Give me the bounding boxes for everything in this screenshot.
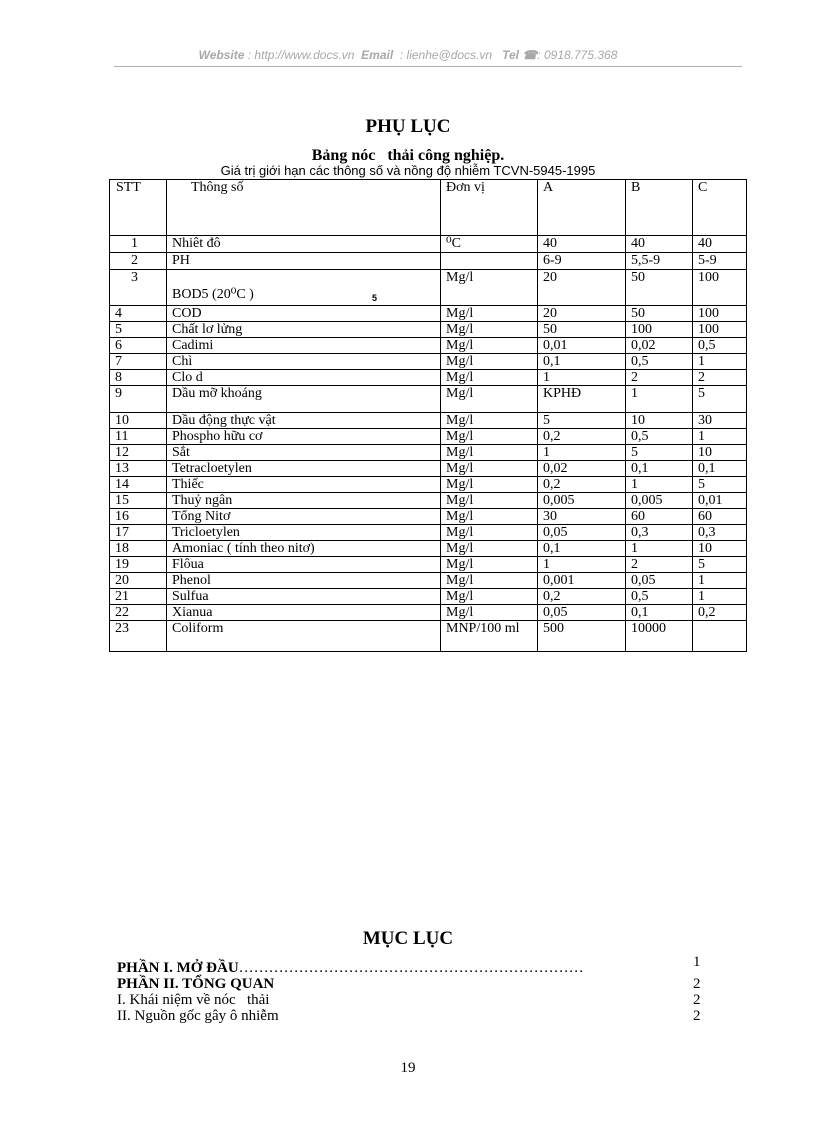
toc-entry-page: 2: [693, 976, 701, 992]
value-a-cell: 1: [538, 370, 626, 386]
toc-leader-dots: ……………………………………………………………: [238, 960, 584, 976]
value-c-cell: 100: [693, 322, 747, 338]
table-subtitle: Giá trị giới hạn các thông số và nồng độ nhiễm TCVN-5945-1995: [220, 163, 596, 178]
stt-cell: 10: [110, 413, 167, 429]
value-b-cell: 10: [626, 413, 693, 429]
value-c-cell: 0,1: [693, 461, 747, 477]
unit-cell: Mg/l: [441, 557, 538, 573]
value-b-cell: 100: [626, 322, 693, 338]
stt-cell: 4: [110, 306, 167, 322]
unit-cell: Mg/l: [441, 605, 538, 621]
toc-entry[interactable]: [117, 976, 707, 992]
table-row: [110, 621, 747, 652]
stt-cell: 20: [110, 573, 167, 589]
parameter-cell: Thuỷ ngân: [167, 493, 441, 509]
table-row: [110, 370, 747, 386]
parameter-cell: Phospho hữu cơ: [167, 429, 441, 445]
value-a-cell: 0,2: [538, 477, 626, 493]
table-row: [110, 445, 747, 461]
value-a-cell: 1: [538, 445, 626, 461]
unit-cell: Mg/l: [441, 541, 538, 557]
parameter-cell: PH: [167, 253, 441, 270]
toc-entry-text: II. Nguồn gốc gây ô nhiễm: [117, 1008, 279, 1024]
table-row: [110, 236, 747, 253]
value-c-cell: 0,01: [693, 493, 747, 509]
stt-cell: 7: [110, 354, 167, 370]
value-b-cell: 0,05: [626, 573, 693, 589]
unit-cell: Mg/l: [441, 322, 538, 338]
email-label: Email: [361, 48, 394, 62]
value-b-cell: 10000: [626, 621, 693, 652]
value-a-cell: 0,001: [538, 573, 626, 589]
stt-cell: 23: [110, 621, 167, 652]
toc-entry-page: 2: [693, 992, 701, 1008]
table-row: [110, 306, 747, 322]
stt-cell: 15: [110, 493, 167, 509]
table-row: [110, 573, 747, 589]
header-rule: [114, 66, 742, 67]
value-a-cell: 0,02: [538, 461, 626, 477]
value-c-cell: 1: [693, 429, 747, 445]
toc-entry-text: PHẦN II. TỔNG QUAN: [117, 976, 275, 992]
value-b-cell: 50: [626, 306, 693, 322]
table-row: [110, 338, 747, 354]
parameter-cell: Clo d: [167, 370, 441, 386]
value-a-cell: 6-9: [538, 253, 626, 270]
parameter-cell: Chất lơ lửng: [167, 322, 441, 338]
unit-cell: [441, 253, 538, 270]
table-row: [110, 270, 747, 306]
value-a-cell: 30: [538, 509, 626, 525]
stt-cell: 9: [110, 386, 167, 413]
parameter-cell: Tổng Nitơ: [167, 509, 441, 525]
value-b-cell: 50: [626, 270, 693, 306]
table-row: [110, 253, 747, 270]
unit-cell: Mg/l: [441, 509, 538, 525]
table-row: [110, 589, 747, 605]
value-a-cell: 20: [538, 270, 626, 306]
unit-cell: Mg/l: [441, 338, 538, 354]
value-c-cell: 1: [693, 354, 747, 370]
parameter-cell: Tetracloetylen: [167, 461, 441, 477]
toc-title: MỤC LỤC: [362, 928, 454, 949]
tel-value: : 0918.775.368: [537, 48, 618, 62]
unit-cell: Mg/l: [441, 525, 538, 541]
toc-entry-page: 2: [693, 1008, 701, 1024]
website-label: Website: [198, 48, 245, 62]
value-c-cell: 5: [693, 557, 747, 573]
value-c-cell: 100: [693, 270, 747, 306]
parameter-cell: Phenol: [167, 573, 441, 589]
value-a-cell: 20: [538, 306, 626, 322]
toc-entry-label: [117, 960, 584, 976]
value-b-cell: 0,005: [626, 493, 693, 509]
header-a: A: [538, 180, 626, 236]
header-parameter: Thông số: [167, 180, 441, 236]
stt-cell: 6: [110, 338, 167, 354]
value-a-cell: 0,2: [538, 589, 626, 605]
unit-cell: Mg/l: [441, 493, 538, 509]
header-stt: STT: [110, 180, 167, 236]
value-b-cell: 40: [626, 236, 693, 253]
table-header-row: [110, 180, 747, 236]
table-row: [110, 477, 747, 493]
value-c-cell: 0,3: [693, 525, 747, 541]
table-row: [110, 461, 747, 477]
page-header: [0, 48, 816, 62]
value-c-cell: 5: [693, 386, 747, 413]
page-title: PHỤ LỤC: [365, 116, 451, 137]
value-b-cell: 60: [626, 509, 693, 525]
toc-entry[interactable]: [117, 992, 707, 1008]
value-b-cell: 5,5-9: [626, 253, 693, 270]
value-c-cell: 5: [693, 477, 747, 493]
parameter-cell: Dầu động thực vật: [167, 413, 441, 429]
stt-cell: 18: [110, 541, 167, 557]
stt-cell: 3: [110, 270, 167, 306]
parameter-cell: COD: [167, 306, 441, 322]
toc-entry-label: [117, 992, 269, 1008]
header-c: C: [693, 180, 747, 236]
table-row: [110, 541, 747, 557]
unit-cell: Mg/l: [441, 413, 538, 429]
value-a-cell: 50: [538, 322, 626, 338]
parameter-label: BOD5 (20⁰C ): [172, 287, 254, 302]
value-a-cell: 0,05: [538, 605, 626, 621]
toc-entry[interactable]: [117, 1008, 707, 1024]
table-row: [110, 413, 747, 429]
table-of-contents: [117, 954, 707, 1024]
email-value: : lienhe@docs.vn: [399, 48, 493, 62]
value-a-cell: KPHĐ: [538, 386, 626, 413]
unit-cell: ⁰C: [441, 236, 538, 253]
parameter-cell: [167, 270, 441, 306]
unit-cell: Mg/l: [441, 429, 538, 445]
value-b-cell: 0,1: [626, 461, 693, 477]
value-b-cell: 2: [626, 370, 693, 386]
value-a-cell: 0,2: [538, 429, 626, 445]
parameter-cell: Coliform: [167, 621, 441, 652]
value-b-cell: 1: [626, 541, 693, 557]
value-b-cell: 2: [626, 557, 693, 573]
stt-cell: 5: [110, 322, 167, 338]
value-c-cell: 1: [693, 573, 747, 589]
value-c-cell: 2: [693, 370, 747, 386]
parameter-cell: Cadimi: [167, 338, 441, 354]
unit-cell: Mg/l: [441, 354, 538, 370]
page-number: 19: [400, 1060, 416, 1076]
table-row: [110, 605, 747, 621]
website-value: : http://www.docs.vn: [247, 48, 355, 62]
value-c-cell: 10: [693, 541, 747, 557]
toc-entry-label: [117, 1008, 279, 1024]
table-row: [110, 354, 747, 370]
unit-cell: Mg/l: [441, 589, 538, 605]
table-row: [110, 509, 747, 525]
value-b-cell: 0,3: [626, 525, 693, 541]
value-a-cell: 0,1: [538, 541, 626, 557]
value-a-cell: 0,1: [538, 354, 626, 370]
unit-cell: Mg/l: [441, 370, 538, 386]
table-row: [110, 557, 747, 573]
parameter-cell: Nhiêt đô: [167, 236, 441, 253]
stt-cell: 2: [110, 253, 167, 270]
unit-cell: Mg/l: [441, 445, 538, 461]
value-a-cell: 500: [538, 621, 626, 652]
unit-cell: Mg/l: [441, 270, 538, 306]
table-title: Bảng nóc thải công nghiệp.: [311, 147, 505, 164]
value-c-cell: 0,5: [693, 338, 747, 354]
unit-cell: Mg/l: [441, 386, 538, 413]
table-row: [110, 525, 747, 541]
stt-cell: 1: [110, 236, 167, 253]
header-b: B: [626, 180, 693, 236]
toc-entry-text: I. Khái niệm về nóc thải: [117, 992, 270, 1008]
toc-entry-page: 1: [693, 954, 701, 970]
toc-entry-label: [117, 976, 274, 992]
value-a-cell: 0,01: [538, 338, 626, 354]
parameter-cell: Flôua: [167, 557, 441, 573]
table-row: [110, 429, 747, 445]
value-b-cell: 0,02: [626, 338, 693, 354]
stt-cell: 8: [110, 370, 167, 386]
parameter-cell: Thiếc: [167, 477, 441, 493]
parameter-cell: Sắt: [167, 445, 441, 461]
stt-cell: 16: [110, 509, 167, 525]
value-c-cell: 60: [693, 509, 747, 525]
value-b-cell: 0,5: [626, 429, 693, 445]
header-unit: Đơn vị: [441, 180, 538, 236]
value-c-cell: [693, 621, 747, 652]
stt-cell: 17: [110, 525, 167, 541]
toc-entry-text: PHẦN I. MỞ ĐẦU: [117, 960, 239, 976]
unit-cell: MNP/100 ml: [441, 621, 538, 652]
tel-label: Tel: [502, 48, 519, 62]
parameter-cell: Xianua: [167, 605, 441, 621]
unit-cell: Mg/l: [441, 477, 538, 493]
value-c-cell: 30: [693, 413, 747, 429]
phone-icon: ☎: [522, 48, 538, 62]
table-row: [110, 493, 747, 509]
stt-cell: 12: [110, 445, 167, 461]
toc-entry[interactable]: [117, 954, 707, 976]
stt-cell: 21: [110, 589, 167, 605]
unit-cell: Mg/l: [441, 461, 538, 477]
value-c-cell: 0,2: [693, 605, 747, 621]
stt-cell: 11: [110, 429, 167, 445]
value-c-cell: 40: [693, 236, 747, 253]
value-b-cell: 0,5: [626, 589, 693, 605]
value-a-cell: 0,005: [538, 493, 626, 509]
table-row: [110, 322, 747, 338]
parameter-cell: Amoniac ( tính theo nitơ): [167, 541, 441, 557]
value-a-cell: 0,05: [538, 525, 626, 541]
value-c-cell: 1: [693, 589, 747, 605]
unit-cell: Mg/l: [441, 573, 538, 589]
value-b-cell: 1: [626, 386, 693, 413]
parameter-cell: Chì: [167, 354, 441, 370]
table-row: [110, 386, 747, 413]
unit-cell: Mg/l: [441, 306, 538, 322]
parameter-cell: Tricloetylen: [167, 525, 441, 541]
stt-cell: 19: [110, 557, 167, 573]
parameter-cell: Sulfua: [167, 589, 441, 605]
value-c-cell: 100: [693, 306, 747, 322]
stt-cell: 13: [110, 461, 167, 477]
value-a-cell: 1: [538, 557, 626, 573]
parameters-table: [109, 179, 747, 652]
stt-cell: 22: [110, 605, 167, 621]
value-c-cell: 10: [693, 445, 747, 461]
value-b-cell: 5: [626, 445, 693, 461]
value-b-cell: 0,1: [626, 605, 693, 621]
value-b-cell: 1: [626, 477, 693, 493]
note-marker: 5: [372, 293, 378, 303]
value-c-cell: 5-9: [693, 253, 747, 270]
stt-cell: 14: [110, 477, 167, 493]
value-a-cell: 40: [538, 236, 626, 253]
parameter-cell: Dầu mỡ khoáng: [167, 386, 441, 413]
value-b-cell: 0,5: [626, 354, 693, 370]
value-a-cell: 5: [538, 413, 626, 429]
